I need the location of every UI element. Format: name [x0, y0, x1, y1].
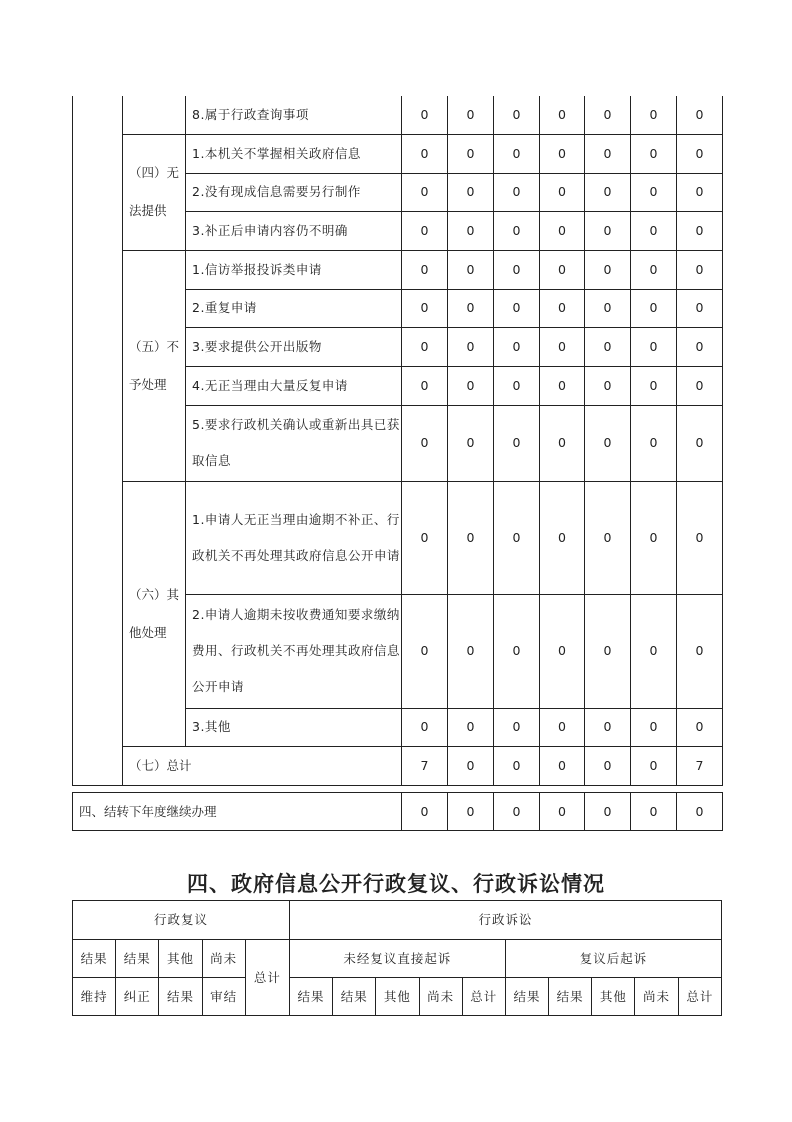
- value-cell: 0: [402, 173, 448, 211]
- value-cell: 0: [402, 289, 448, 327]
- item-label: 2.没有现成信息需要另行制作: [186, 173, 402, 211]
- table-row: [73, 134, 723, 173]
- direct-col-header: 总计: [462, 978, 505, 1016]
- value-cell: 0: [585, 134, 631, 173]
- after-col-header: 尚未: [635, 978, 678, 1016]
- value-cell: 0: [494, 211, 540, 250]
- table-row: [73, 901, 722, 940]
- value-cell: 0: [585, 708, 631, 746]
- value-cell: 0: [585, 250, 631, 289]
- value-cell: 0: [448, 134, 494, 173]
- section-title: 四、政府信息公开行政复议、行政诉讼情况: [187, 872, 605, 896]
- value-cell: 0: [402, 405, 448, 481]
- item-label: 8.属于行政查询事项: [186, 96, 402, 134]
- value-cell: 0: [677, 708, 723, 746]
- value-cell: 0: [585, 211, 631, 250]
- value-cell: 0: [540, 793, 585, 831]
- value-cell: 0: [494, 405, 540, 481]
- value-cell: 0: [631, 250, 677, 289]
- value-cell: 0: [540, 708, 585, 746]
- value-cell: 0: [677, 250, 723, 289]
- after-review-header: 复议后起诉: [505, 940, 721, 978]
- review-col-line2: 维持: [73, 978, 116, 1016]
- value-cell: 0: [494, 594, 540, 708]
- value-cell: 0: [677, 481, 723, 594]
- value-cell: 0: [448, 594, 494, 708]
- value-cell: 0: [677, 327, 723, 366]
- value-cell: 0: [540, 405, 585, 481]
- direct-col-header: 尚未: [419, 978, 462, 1016]
- carryover-table: [72, 792, 723, 831]
- value-cell: 0: [631, 134, 677, 173]
- item-label: 2.申请人逾期未按收费通知要求缴纳费用、行政机关不再处理其政府信息公开申请: [186, 594, 402, 708]
- value-cell: 0: [540, 366, 585, 405]
- value-cell: 0: [631, 366, 677, 405]
- value-cell: 0: [540, 134, 585, 173]
- value-cell: 0: [631, 211, 677, 250]
- value-cell: 0: [448, 793, 494, 831]
- value-cell: 0: [585, 327, 631, 366]
- value-cell: 0: [402, 250, 448, 289]
- value-cell: 0: [631, 708, 677, 746]
- review-col-line1: 结果: [73, 940, 116, 978]
- review-col-line1: 结果: [116, 940, 159, 978]
- item-label: 3.其他: [186, 708, 402, 746]
- value-cell: 0: [402, 366, 448, 405]
- value-cell: 0: [677, 134, 723, 173]
- value-cell: 0: [448, 96, 494, 134]
- value-cell: 0: [448, 366, 494, 405]
- value-cell: 0: [494, 327, 540, 366]
- table-row: [73, 978, 722, 1016]
- value-cell: 0: [540, 211, 585, 250]
- value-cell: 0: [677, 173, 723, 211]
- review-col-line1: 其他: [159, 940, 202, 978]
- table-row: [73, 746, 723, 785]
- direct-col-header: 结果: [289, 978, 332, 1016]
- item-label: 5.要求行政机关确认或重新出具已获取信息: [186, 405, 402, 481]
- value-cell: 0: [585, 793, 631, 831]
- value-cell: 0: [631, 173, 677, 211]
- value-cell: 0: [494, 134, 540, 173]
- value-cell: 0: [677, 211, 723, 250]
- value-cell: 0: [585, 594, 631, 708]
- admin-litigation-header: 行政诉讼: [289, 901, 721, 940]
- item-label: 3.补正后申请内容仍不明确: [186, 211, 402, 250]
- value-cell: 0: [494, 366, 540, 405]
- value-cell: 0: [448, 481, 494, 594]
- review-col-line2: 审结: [202, 978, 245, 1016]
- value-cell: 0: [494, 481, 540, 594]
- total-label: （七）总计: [123, 746, 402, 785]
- category-cell: （五）不予处理: [123, 250, 186, 481]
- value-cell: 0: [540, 746, 585, 785]
- value-cell: 0: [540, 173, 585, 211]
- value-cell: 0: [494, 173, 540, 211]
- item-label: 3.要求提供公开出版物: [186, 327, 402, 366]
- value-cell: 0: [631, 793, 677, 831]
- review-litigation-table: [72, 900, 722, 1016]
- value-cell: 0: [494, 250, 540, 289]
- empty-category-cell: [123, 96, 186, 134]
- item-label: 1.本机关不掌握相关政府信息: [186, 134, 402, 173]
- after-col-header: 其他: [592, 978, 635, 1016]
- outer-category-cell: [73, 96, 123, 785]
- table-row: [73, 96, 723, 134]
- value-cell: 0: [585, 746, 631, 785]
- value-cell: 0: [631, 289, 677, 327]
- item-label: 4.无正当理由大量反复申请: [186, 366, 402, 405]
- category-cell: （六）其他处理: [123, 481, 186, 746]
- value-cell: 0: [540, 96, 585, 134]
- after-col-header: 结果: [549, 978, 592, 1016]
- value-cell: 0: [540, 289, 585, 327]
- value-cell: 0: [540, 481, 585, 594]
- direct-col-header: 结果: [333, 978, 376, 1016]
- value-cell: 0: [494, 708, 540, 746]
- value-cell: 7: [677, 746, 723, 785]
- value-cell: 0: [448, 211, 494, 250]
- value-cell: 0: [402, 594, 448, 708]
- value-cell: 7: [402, 746, 448, 785]
- value-cell: 0: [494, 289, 540, 327]
- direct-col-header: 其他: [376, 978, 419, 1016]
- value-cell: 0: [540, 327, 585, 366]
- after-col-header: 总计: [678, 978, 721, 1016]
- value-cell: 0: [677, 366, 723, 405]
- value-cell: 0: [585, 289, 631, 327]
- value-cell: 0: [677, 405, 723, 481]
- application-handling-table: [72, 96, 723, 786]
- carryover-label: 四、结转下年度继续办理: [73, 793, 402, 831]
- value-cell: 0: [585, 405, 631, 481]
- value-cell: 0: [494, 746, 540, 785]
- value-cell: 0: [448, 289, 494, 327]
- value-cell: 0: [402, 134, 448, 173]
- table-row: [73, 940, 722, 978]
- after-col-header: 结果: [505, 978, 548, 1016]
- value-cell: 0: [448, 173, 494, 211]
- value-cell: 0: [402, 211, 448, 250]
- value-cell: 0: [677, 96, 723, 134]
- value-cell: 0: [631, 96, 677, 134]
- value-cell: 0: [677, 793, 723, 831]
- category-cell: （四）无法提供: [123, 134, 186, 250]
- table-row: [73, 250, 723, 289]
- table-row: [73, 793, 723, 831]
- item-label: 1.信访举报投诉类申请: [186, 250, 402, 289]
- value-cell: 0: [402, 327, 448, 366]
- value-cell: 0: [448, 327, 494, 366]
- value-cell: 0: [585, 366, 631, 405]
- review-total-header: 总计: [245, 940, 289, 1016]
- item-label: 1.申请人无正当理由逾期不补正、行政机关不再处理其政府信息公开申请: [186, 481, 402, 594]
- value-cell: 0: [448, 250, 494, 289]
- value-cell: 0: [540, 250, 585, 289]
- table-row: [73, 481, 723, 594]
- value-cell: 0: [402, 481, 448, 594]
- review-col-line2: 纠正: [116, 978, 159, 1016]
- value-cell: 0: [448, 405, 494, 481]
- value-cell: 0: [631, 594, 677, 708]
- value-cell: 0: [448, 708, 494, 746]
- value-cell: 0: [585, 173, 631, 211]
- value-cell: 0: [448, 746, 494, 785]
- value-cell: 0: [631, 481, 677, 594]
- review-col-line1: 尚未: [202, 940, 245, 978]
- value-cell: 0: [540, 594, 585, 708]
- review-col-line2: 结果: [159, 978, 202, 1016]
- value-cell: 0: [402, 793, 448, 831]
- value-cell: 0: [631, 746, 677, 785]
- value-cell: 0: [677, 289, 723, 327]
- item-label: 2.重复申请: [186, 289, 402, 327]
- value-cell: 0: [677, 594, 723, 708]
- direct-suit-header: 未经复议直接起诉: [289, 940, 505, 978]
- value-cell: 0: [494, 96, 540, 134]
- value-cell: 0: [585, 96, 631, 134]
- value-cell: 0: [585, 481, 631, 594]
- value-cell: 0: [631, 327, 677, 366]
- value-cell: 0: [494, 793, 540, 831]
- admin-review-header: 行政复议: [73, 901, 290, 940]
- value-cell: 0: [402, 708, 448, 746]
- value-cell: 0: [402, 96, 448, 134]
- value-cell: 0: [631, 405, 677, 481]
